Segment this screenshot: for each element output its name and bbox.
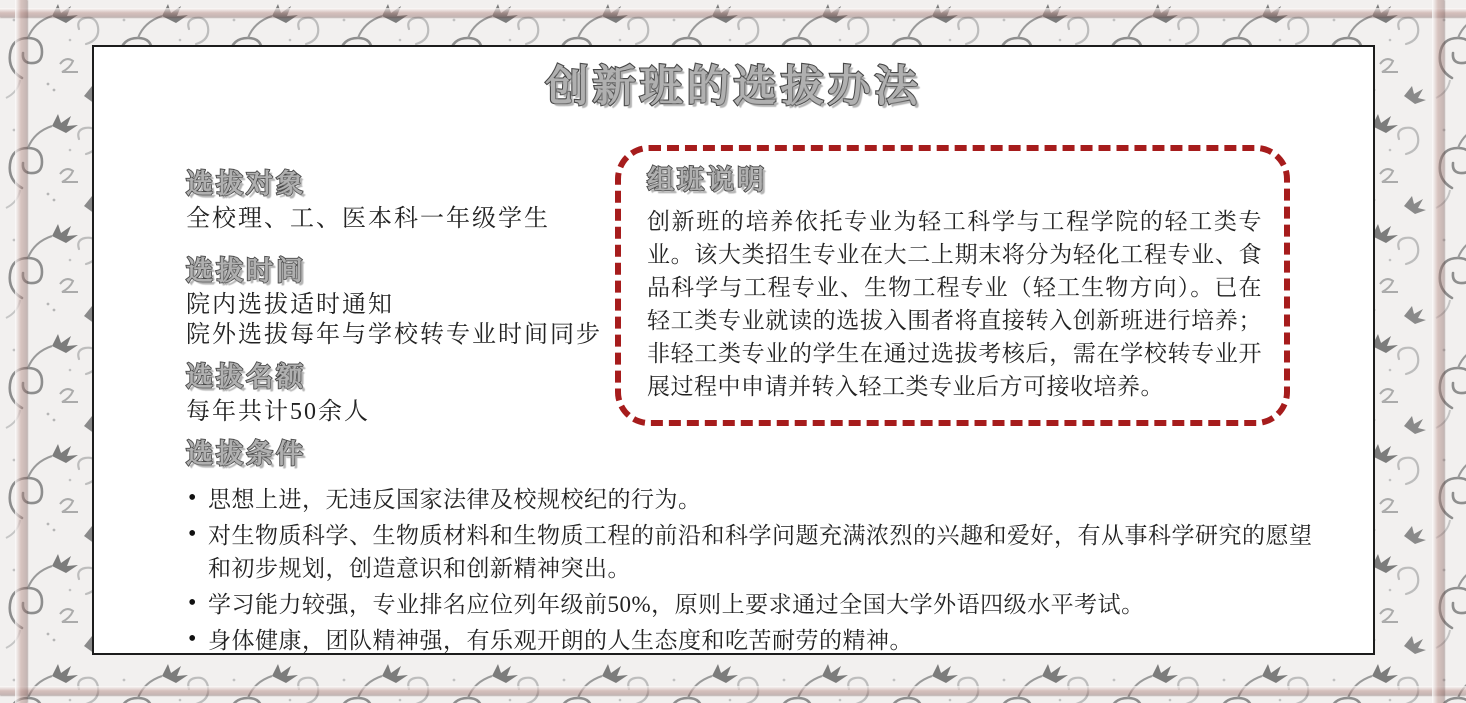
selection-quota-text: 每年共计50余人 [186, 399, 370, 425]
left-column [186, 169, 636, 427]
conditions-section [186, 439, 1316, 660]
selection-target-text: 全校理、工、医本科一年级学生 [186, 206, 550, 232]
group-notes-paragraph: 创新班的培养依托专业为轻工科学与工程学院的轻工类专业。该大类招生专业在大二上期末将分为轻化工程专业、食品科学与工程专业、生物工程专业（轻工生物方向）。已在轻工类专业就读的选拔入围者将直接转入创新班进行培养；非轻工类专业的学生在通过选拔考核后，需在学校转专业开展过程中申请并转入轻工类专业后方可接收培养。 [647, 209, 1262, 399]
condition-item-2 [186, 519, 1316, 585]
frame-groove-top [0, 8, 1466, 17]
condition-text-1: 思想上进，无违反国家法律及校规校纪的行为。 [208, 487, 702, 512]
bullet-icon: • [188, 590, 197, 616]
heading-selection-conditions: 选拔条件 [186, 439, 306, 470]
selection-time-line-2: 院外选拔每年与学校转专业时间同步 [186, 322, 602, 348]
condition-item-4 [186, 624, 1316, 657]
group-notes-box [615, 145, 1290, 426]
bullet-icon: • [188, 626, 197, 652]
frame-groove-right [1432, 0, 1444, 703]
condition-text-4: 身体健康，团队精神强，有乐观开朗的人生态度和吃苦耐劳的精神。 [208, 628, 913, 653]
bullet-icon: • [188, 485, 197, 511]
condition-text-2: 对生物质科学、生物质材料和生物质工程的前沿和科学问题充满浓烈的兴趣和爱好，有从事科学研究的愿望和初步规划，创造意识和创新精神突出。 [208, 523, 1313, 581]
condition-text-3: 学习能力较强，专业排名应位列年级前50%，原则上要求通过全国大学外语四级水平考试。 [208, 592, 1145, 617]
condition-item-3 [186, 588, 1316, 621]
frame-groove-bottom [0, 686, 1466, 695]
bullet-icon: • [188, 521, 197, 547]
condition-item-1 [186, 483, 1316, 516]
page-title: 创新班的选拔办法 [545, 62, 922, 112]
conditions-list [186, 483, 1316, 657]
content-panel [92, 45, 1375, 655]
frame-groove-left [15, 0, 27, 703]
heading-selection-quota: 选拔名额 [186, 362, 306, 393]
selection-time-line-1: 院内选拔适时通知 [186, 292, 394, 318]
heading-selection-target: 选拔对象 [186, 169, 306, 200]
heading-group-notes: 组班说明 [647, 165, 767, 196]
heading-selection-time: 选拔时间 [186, 256, 306, 287]
